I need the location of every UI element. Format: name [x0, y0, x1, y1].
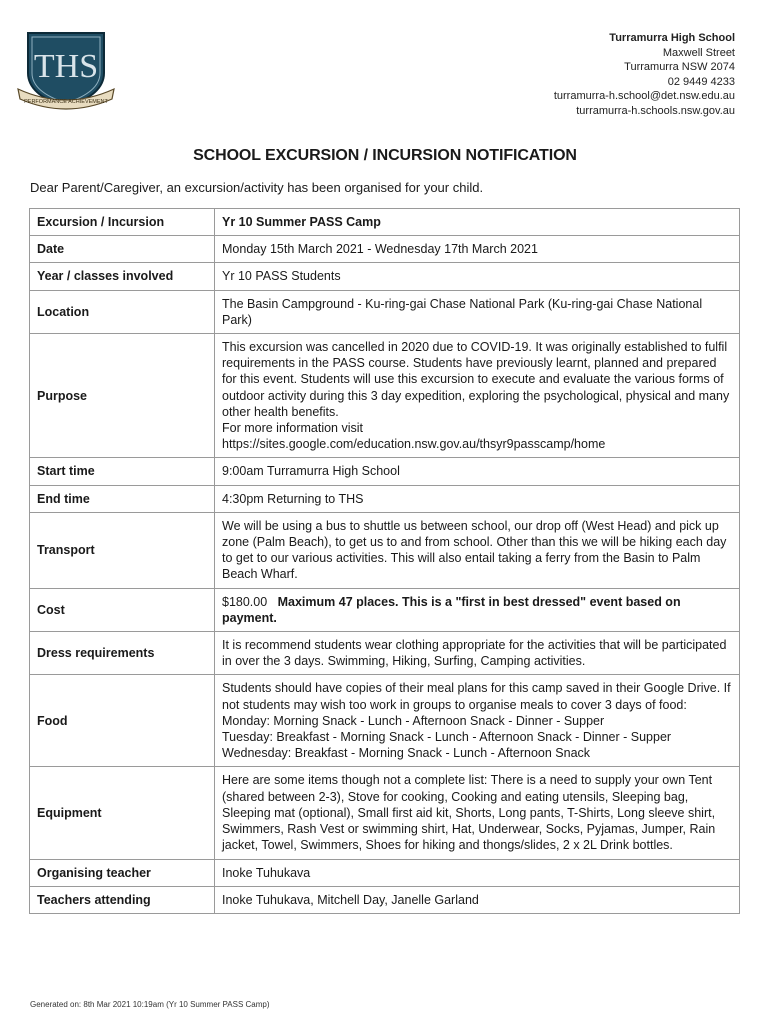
cost-note: Maximum 47 places. This is a "first in best dressed" event based on payment.	[222, 594, 681, 625]
row-value: 4:30pm Returning to THS	[215, 485, 740, 512]
row-value: 9:00am Turramurra High School	[215, 458, 740, 485]
excursion-details-table	[29, 208, 740, 914]
table-row	[30, 236, 740, 263]
row-value: Yr 10 PASS Students	[215, 263, 740, 290]
food-wednesday: Wednesday: Breakfast - Morning Snack - Lunch - Afternoon Snack	[222, 746, 591, 761]
food-tuesday: Tuesday: Breakfast - Morning Snack - Lunch - Afternoon Snack - Dinner - Supper	[222, 730, 672, 745]
row-value: It is recommend students wear clothing appropriate for the activities that will be participated in over the 3 days. Swimming, Hiking, Surfing, Camping activities.	[215, 632, 740, 675]
school-logo	[14, 27, 118, 117]
row-label: Teachers attending	[30, 886, 215, 913]
row-label: Start time	[30, 458, 215, 485]
school-phone: 02 9449 4233	[667, 75, 735, 88]
row-value: Inoke Tuhukava, Mitchell Day, Janelle Garland	[215, 886, 740, 913]
school-website: turramurra-h.schools.nsw.gov.au	[576, 104, 735, 117]
row-value	[215, 334, 740, 458]
row-label: Dress requirements	[30, 632, 215, 675]
table-row	[30, 767, 740, 859]
row-label: Purpose	[30, 334, 215, 458]
table-row	[30, 886, 740, 913]
purpose-link-prefix: For more information visit	[222, 421, 364, 436]
food-intro: Students should have copies of their meal plans for this camp saved in their Google Drive. If not students may wish too work in groups to organise meals to cover 3 days of food:	[222, 681, 731, 712]
row-label: Year / classes involved	[30, 263, 215, 290]
table-row	[30, 588, 740, 631]
row-value: Here are some items though not a complete list: There is a need to supply your own Tent (shared between 2-3), Stove for cooking, Cooking and eating utensils, Sleeping bag, Sleeping mat (optional), Small first aid kit, Shorts, Long pants, T-Shirts, Long sleeve shirt, Swimmers, Rash Vest or swimming shirt, Hat, Underwear, Socks, Pyjamas, Jumper, Rain jacket, Towel, Swimmers, Shoes for hiking and thongs/slides, 2 x 2L Drink bottles.	[215, 767, 740, 859]
row-label: Location	[30, 290, 215, 333]
table-row	[30, 458, 740, 485]
logo-monogram: THS	[33, 48, 99, 85]
table-row	[30, 859, 740, 886]
row-value	[215, 588, 740, 631]
table-row	[30, 632, 740, 675]
school-street: Maxwell Street	[662, 46, 735, 59]
school-name: Turramurra High School	[609, 32, 735, 44]
school-suburb: Turramurra NSW 2074	[624, 61, 735, 73]
school-email: turramurra-h.school@det.nsw.edu.au	[553, 90, 735, 102]
table-row	[30, 334, 740, 458]
school-address	[554, 31, 735, 118]
table-row	[30, 209, 740, 236]
table-row	[30, 290, 740, 333]
generated-footer: Generated on: 8th Mar 2021 10:19am (Yr 10 Summer PASS Camp)	[30, 1000, 270, 1009]
row-label: Organising teacher	[30, 859, 215, 886]
row-label: Transport	[30, 512, 215, 588]
row-value	[215, 675, 740, 767]
row-value: Yr 10 Summer PASS Camp	[215, 209, 740, 236]
row-value: Monday 15th March 2021 - Wednesday 17th March 2021	[215, 236, 740, 263]
row-value: The Basin Campground - Ku-ring-gai Chase National Park (Ku-ring-gai Chase National Park)	[215, 290, 740, 333]
table-row	[30, 263, 740, 290]
row-label: Excursion / Incursion	[30, 209, 215, 236]
food-monday: Monday: Morning Snack - Lunch - Afternoon Snack - Dinner - Supper	[222, 713, 605, 728]
row-label: Cost	[30, 588, 215, 631]
page-title: SCHOOL EXCURSION / INCURSION NOTIFICATION	[193, 147, 577, 164]
table-row	[30, 675, 740, 767]
row-label: Equipment	[30, 767, 215, 859]
cost-amount: $180.00	[222, 594, 268, 609]
row-label: Date	[30, 236, 215, 263]
row-value: We will be using a bus to shuttle us between school, our drop off (West Head) and pick up zone (Palm Beach), to get us to and from school. Other than this we will be hiking each day to get to our various activities. This will also entail taking a ferry from the Basin to Palm Beach Wharf.	[215, 512, 740, 588]
row-label: End time	[30, 485, 215, 512]
intro-text: Dear Parent/Caregiver, an excursion/activity has been organised for your child.	[30, 180, 484, 195]
table-row	[30, 512, 740, 588]
purpose-link[interactable]: https://sites.google.com/education.nsw.gov.au/thsyr9passcamp/home	[222, 437, 606, 452]
row-label: Food	[30, 675, 215, 767]
logo-banner-text: PERFORMANCE ACHIEVEMENT	[24, 99, 108, 105]
purpose-text: This excursion was cancelled in 2020 due to COVID-19. It was originally established to fulfil requirements in the PASS course. Students have previously learnt, planned and prepared for this event. Students will use this excursion to execute and evaluate the various forms of outdoor activity during this 3 day expedition, exploring the psychological, physical and many other health benefits.	[222, 340, 730, 419]
row-value: Inoke Tuhukava	[215, 859, 740, 886]
table-row	[30, 485, 740, 512]
